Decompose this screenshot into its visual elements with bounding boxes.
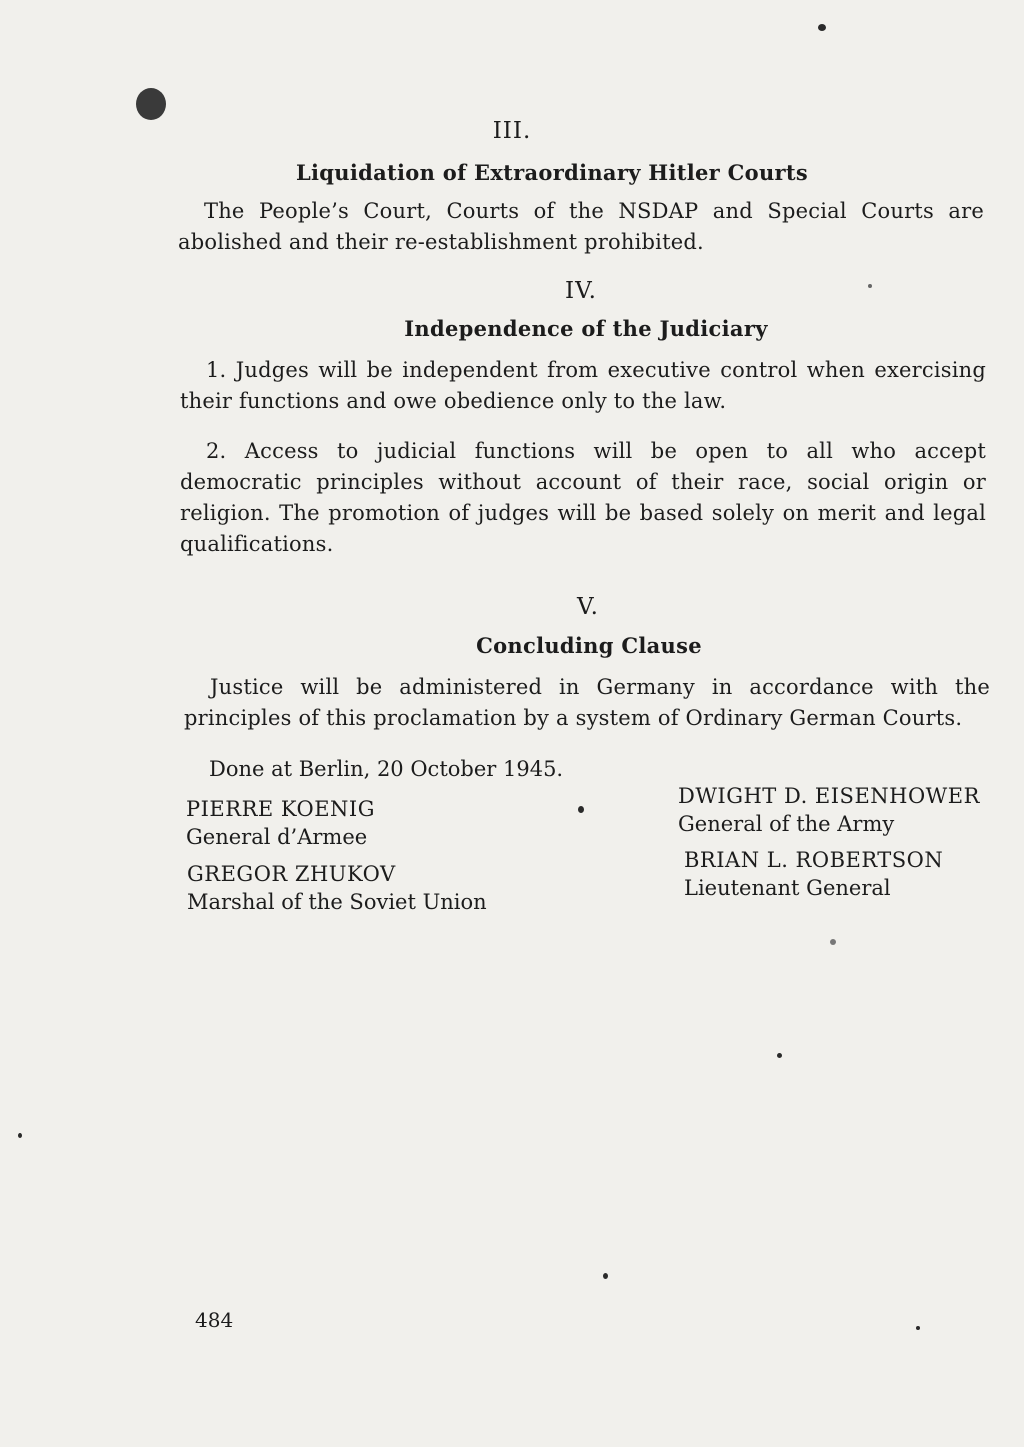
section-title-iii: Liquidation of Extraordinary Hitler Courts (295, 160, 809, 185)
paragraph-iv-2 (180, 436, 986, 560)
paragraph-v-1 (184, 672, 990, 734)
section-title-iv: Independence of the Judiciary (404, 316, 768, 341)
paragraph-iii-1-text: The People’s Court, Courts of the NSDAP and Special Courts are abolished and their re-establishment prohibited. (178, 199, 984, 254)
signatory-title: General of the Army (678, 812, 895, 836)
scan-speck (777, 1053, 782, 1058)
paragraph-iv-1-text: 1. Judges will be independent from executive control when exercising their functions and owe obedience only to the law. (180, 358, 986, 413)
signatory-zhukov (187, 860, 487, 916)
scan-speck (830, 939, 836, 945)
paragraph-v-1-text: Justice will be administered in Germany in accordance with the principles of this proclamation by a system of Ordinary German Courts. (184, 675, 990, 730)
scan-speck (578, 806, 584, 813)
scan-speck (868, 284, 872, 288)
scan-speck (18, 1133, 22, 1138)
signatory-title: Lieutenant General (684, 876, 891, 900)
scan-speck (818, 24, 826, 31)
signatory-koenig (186, 795, 375, 851)
signatory-robertson (684, 846, 943, 902)
signatory-name: BRIAN L. ROBERTSON (684, 848, 944, 872)
paragraph-iii-1 (178, 196, 984, 258)
scan-speck (603, 1273, 608, 1279)
signatory-eisenhower (678, 782, 980, 838)
signatory-name: DWIGHT D. EISENHOWER (678, 784, 980, 808)
paragraph-iv-2-text: 2. Access to judicial functions will be open to all who accept democratic principles without account of their race, social origin or religion. The promotion of judges will be based solely on merit and legal qualifications. (180, 439, 986, 556)
done-at-line: Done at Berlin, 20 October 1945. (209, 757, 564, 781)
signatory-title: Marshal of the Soviet Union (187, 890, 487, 914)
signatory-name: PIERRE KOENIG (186, 797, 375, 821)
section-number-iii: III. (492, 118, 532, 144)
section-number-v: V. (577, 594, 599, 620)
section-number-iv: IV. (565, 278, 597, 304)
signatory-name: GREGOR ZHUKOV (187, 862, 396, 886)
scan-blot (136, 88, 166, 120)
scan-speck (916, 1326, 920, 1330)
page-number: 484 (195, 1308, 234, 1332)
section-title-v: Concluding Clause (476, 633, 702, 658)
paragraph-iv-1 (180, 355, 986, 417)
signatory-title: General d’Armee (186, 825, 368, 849)
